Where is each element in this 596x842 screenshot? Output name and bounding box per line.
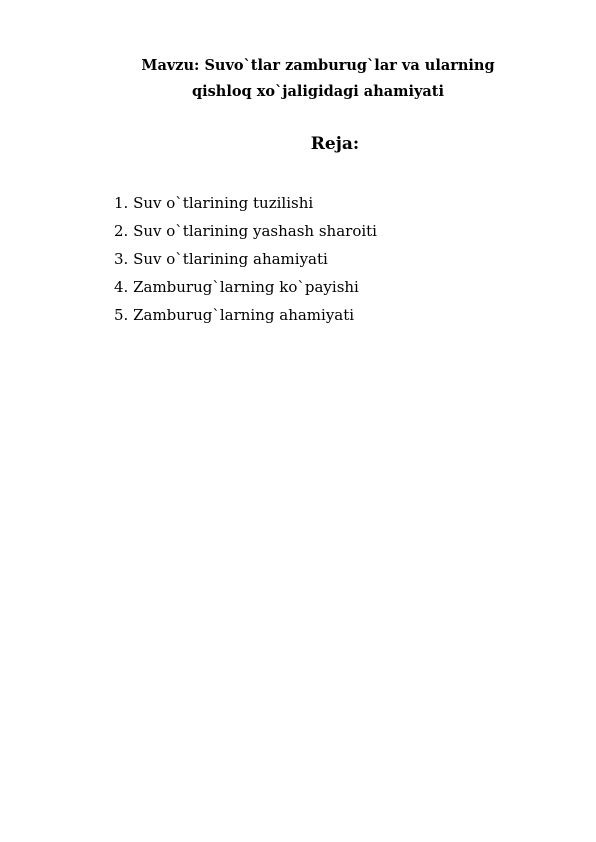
- plan-item: 1. Suv o`tlarining tuzilishi: [114, 194, 314, 212]
- document-title-line-1: Mavzu: Suvo`tlar zamburug`lar va ularning: [141, 57, 495, 74]
- plan-heading: Reja:: [310, 134, 360, 154]
- plan-list: [114, 189, 377, 329]
- plan-item: 4. Zamburug`larning ko`payishi: [114, 278, 359, 296]
- plan-item: 5. Zamburug`larning ahamiyati: [114, 306, 355, 324]
- plan-item: 2. Suv o`tlarining yashash sharoiti: [114, 222, 377, 240]
- document-title-line-2: qishloq xo`jaligidagi ahamiyati: [191, 83, 445, 100]
- plan-item: 3. Suv o`tlarining ahamiyati: [114, 250, 328, 268]
